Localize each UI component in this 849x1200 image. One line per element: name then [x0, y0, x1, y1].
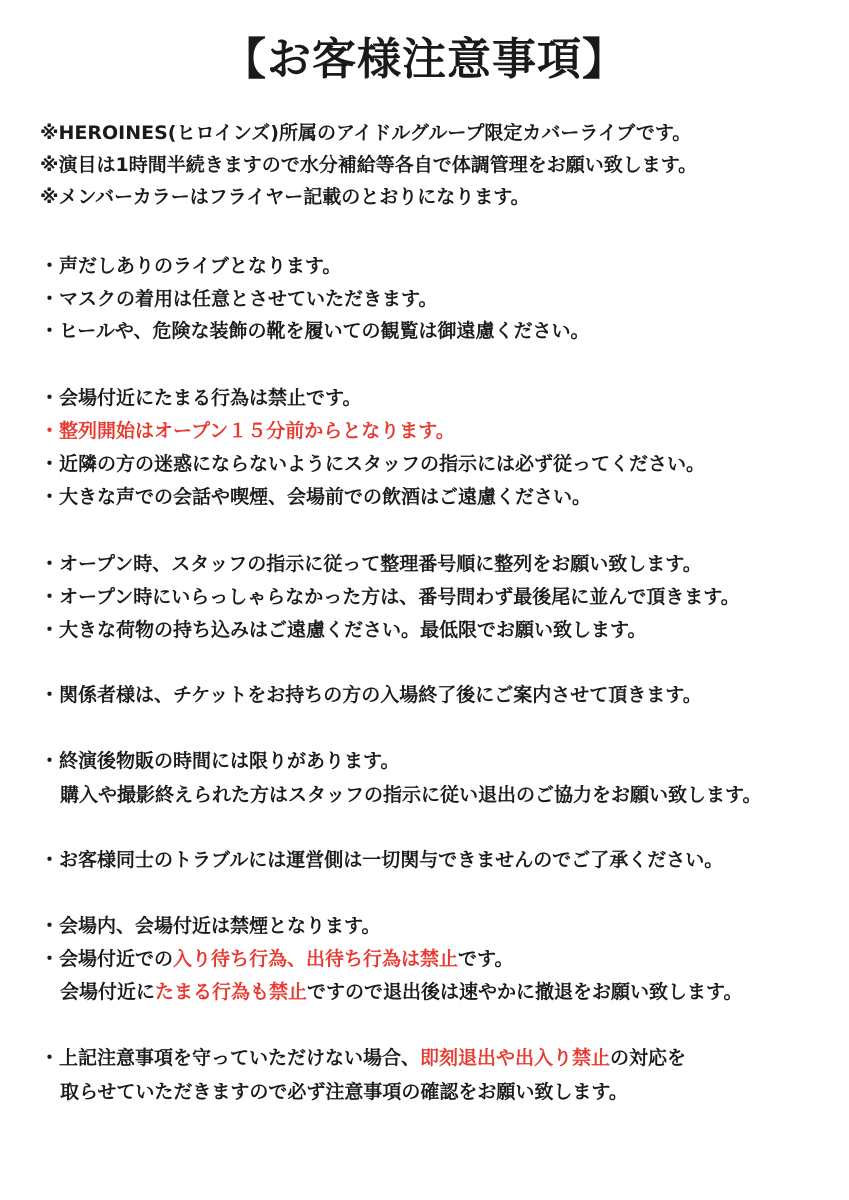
page-title: 【お客様注意事項】 [222, 34, 627, 85]
rule-text: ・上記注意事項を守っていただけない場合、 [40, 1047, 421, 1069]
rule-line: ・ヒールや、危険な装飾の靴を履いての観覧は御遠慮ください。 [40, 320, 590, 342]
rule-text: ・会場付近での [40, 948, 174, 970]
note-line: ※メンバーカラーはフライヤー記載のとおりになります。 [40, 186, 530, 208]
note-line: ※演目は1時間半続きますので水分補給等各自で体調管理をお願い致します。 [40, 154, 698, 176]
rule-line-mixed [60, 979, 743, 1005]
rule-line-mixed [40, 946, 514, 972]
rule-line: ・お客様同士のトラブルには運営側は一切関与できませんのでご了承ください。 [40, 849, 724, 871]
rule-line: ・大きな声での会話や喫煙、会場前での飲酒はご遠慮ください。 [40, 486, 592, 508]
rule-line: ・大きな荷物の持ち込みはご遠慮ください。最低限でお願い致します。 [40, 619, 647, 641]
rule-text: 会場付近に [60, 981, 156, 1003]
rule-line-continued: 購入や撮影終えられた方はスタッフの指示に従い退出のご協力をお願い致します。 [60, 784, 762, 806]
rule-text: の対応を [610, 1047, 687, 1069]
rule-text: ですので退出後は速やかに撤退をお願い致します。 [307, 981, 743, 1003]
rule-line: ・声だしありのライブとなります。 [40, 255, 342, 277]
rule-line: ・オープン時、スタッフの指示に従って整理番号順に整列をお願い致します。 [40, 553, 702, 575]
rule-line: ・終演後物販の時間には限りがあります。 [40, 750, 400, 772]
rule-highlight: たまる行為も禁止 [155, 981, 308, 1003]
rule-line: ・関係者様は、チケットをお持ちの方の入場終了後にご案内させて頂きます。 [40, 684, 702, 706]
rule-text: です。 [458, 948, 514, 970]
note-line: ※HEROINES(ヒロインズ)所属のアイドルグループ限定カバーライブです。 [40, 122, 692, 144]
rule-line: ・マスクの着用は任意とさせていただきます。 [40, 288, 438, 310]
rule-highlight: 即刻退出や出入り禁止 [420, 1047, 611, 1069]
rule-line: ・会場内、会場付近は禁煙となります。 [40, 915, 381, 937]
rule-highlight: 入り待ち行為、出待ち行為は禁止 [173, 948, 459, 970]
rule-line-mixed [40, 1045, 686, 1071]
rule-line: ・近隣の方の迷惑にならないようにスタッフの指示には必ず従ってください。 [40, 453, 706, 475]
rule-line: ・オープン時にいらっしゃらなかった方は、番号問わず最後尾に並んで頂きます。 [40, 586, 740, 608]
rule-line-highlight: ・整列開始はオープン１５分前からとなります。 [40, 420, 455, 442]
rule-line: ・会場付近にたまる行為は禁止です。 [40, 387, 362, 409]
rule-line-continued: 取らせていただきますので必ず注意事項の確認をお願い致します。 [60, 1081, 628, 1103]
